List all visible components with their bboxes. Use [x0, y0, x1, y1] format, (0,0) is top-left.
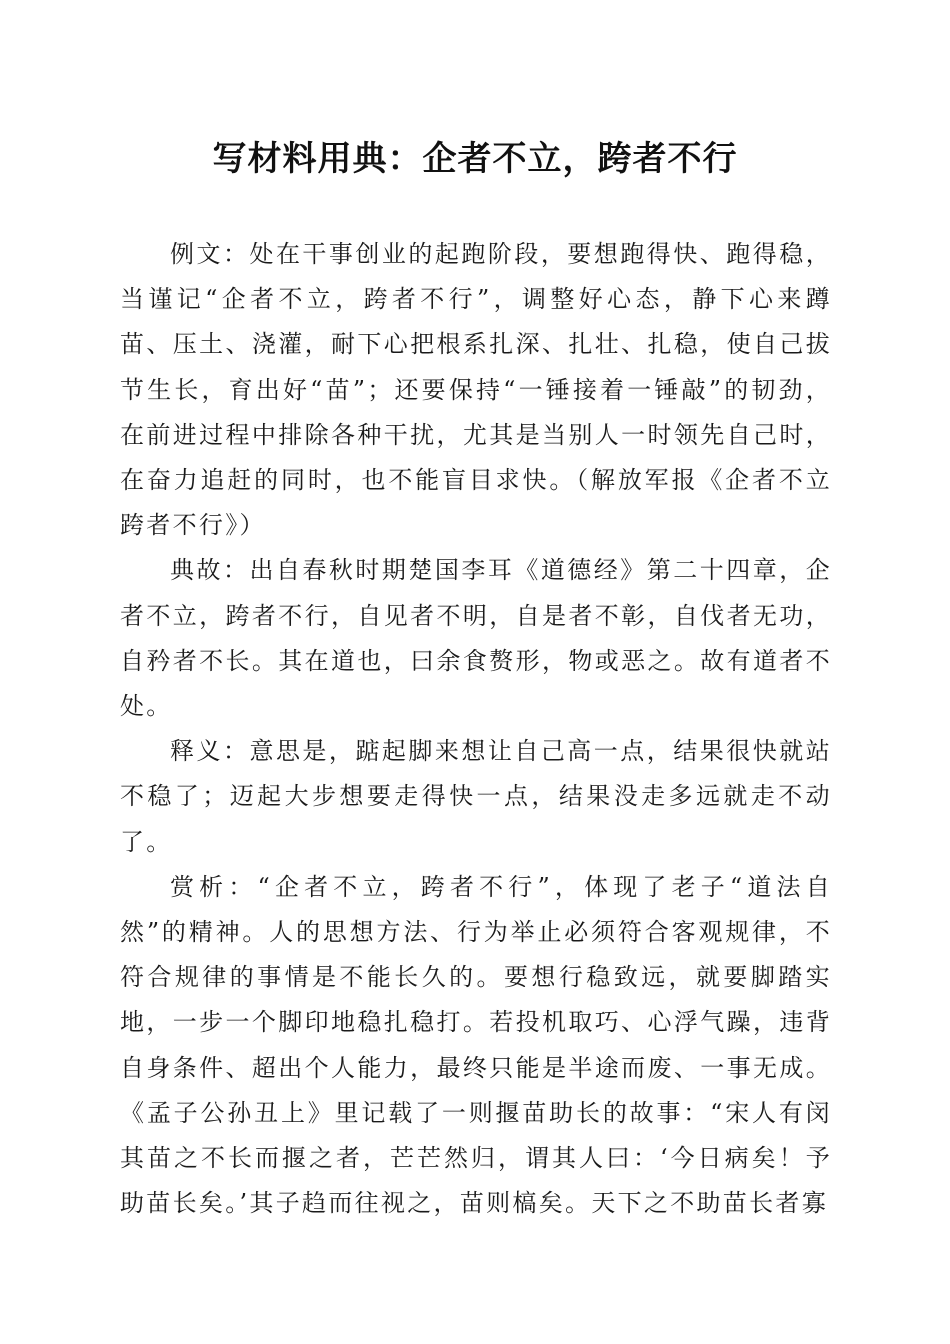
paragraph-source: 典故：出自春秋时期楚国李耳《道德经》第二十四章，企者不立，跨者不行，自见者不明，自是者不彰，自伐者无功，自矜者不长。其在道也，曰余食赘形，物或恶之。故有道者不处。 — [120, 556, 832, 721]
document-title: 写材料用典：企者不立，跨者不行 — [212, 139, 738, 179]
document-body — [120, 232, 832, 1226]
paragraph-meaning: 释义：意思是，踮起脚来想让自己高一点，结果很快就站不稳了；迈起大步想要走得快一点，结果没走多远就走不动了。 — [120, 737, 832, 856]
paragraph-appreciation: 赏析：“企者不立，跨者不行”，体现了老子“道法自然”的精神。人的思想方法、行为举止必须符合客观规律，不符合规律的事情是不能长久的。要想行稳致远，就要脚踏实地，一步一个脚印地稳扎稳打。若投机取巧、心浮气躁，违背自身条件、超出个人能力，最终只能是半途而废、一事无成。《孟子公孙丑上》里记载了一则揠苗助长的故事：“宋人有闵其苗之不长而揠之者，芒芒然归，谓其人曰：‘今日病矣！予助苗长矣。’其子趋而往视之，苗则槁矣。天下之不助苗长者寡 — [120, 872, 832, 1218]
paragraph-example: 例文：处在干事创业的起跑阶段，要想跑得快、跑得稳，当谨记“企者不立，跨者不行”，调整好心态，静下心来蹲苗、压土、浇灌，耐下心把根系扎深、扎壮、扎稳，使自己拔节生长，育出好“苗”；还要保持“一锤接着一锤敲”的韧劲，在前进过程中排除各种干扰，尤其是当别人一时领先自己时，在奋力追赶的同时，也不能盲目求快。（解放军报《企者不立跨者不行》） — [120, 240, 832, 540]
